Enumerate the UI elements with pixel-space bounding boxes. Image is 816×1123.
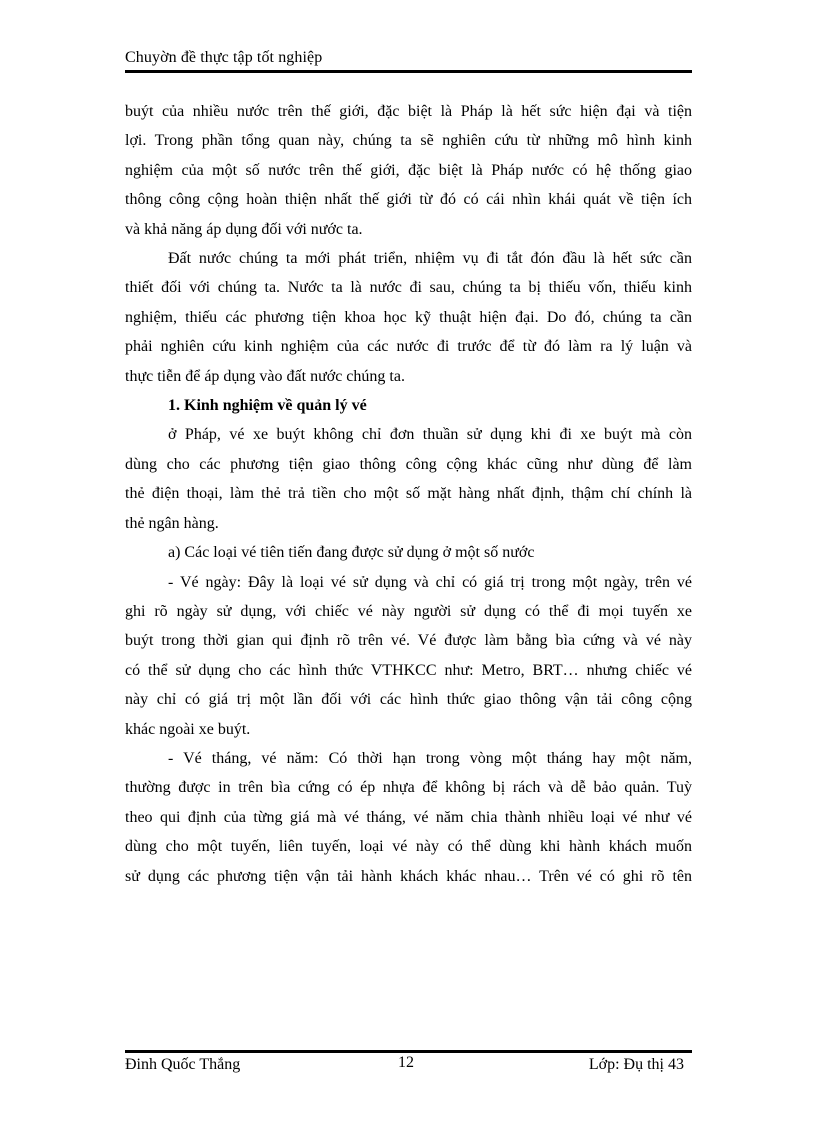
paragraph-5 [125, 568, 692, 597]
paragraph-3-line [125, 450, 692, 479]
paragraph-5-line [125, 656, 692, 685]
text-line: buýt trong thời gian qui định rõ trên vé. Vé được làm bằng bìa cứng và vé này [125, 632, 692, 650]
paragraph-6-line [125, 803, 692, 832]
paragraph-1 [125, 97, 692, 126]
text-line: và khả năng áp dụng đối với nước ta. [125, 220, 363, 238]
text-line: lợi. Trong phần tổng quan này, chúng ta sẽ nghiên cứu từ những mô hình kinh [125, 132, 692, 150]
paragraph-6-line [125, 832, 692, 861]
paragraph-1-line [125, 215, 692, 244]
paragraph-1-line [125, 156, 692, 185]
paragraph-5-line [125, 597, 692, 626]
footer-class: Lớp: Đụ thị 43 [588, 1056, 684, 1073]
paragraph-2-line [125, 273, 692, 302]
heading-text: 1. Kinh nghiệm về quản lý vé [168, 397, 367, 415]
text-line: sử dụng các phương tiện vận tải hành khách khác nhau… Trên vé có ghi rõ tên [125, 867, 692, 885]
text-line: thực tiễn để áp dụng vào đất nước chúng ta. [125, 367, 405, 385]
paragraph-2-line [125, 332, 692, 361]
text-line: a) Các loại vé tiên tiến đang được sử dụng ở một số nước [168, 544, 535, 562]
text-line: theo qui định của từng giá mà vé tháng, vé năm chia thành nhiều loại vé như vé [125, 808, 692, 826]
text-line: ở Pháp, vé xe buýt không chỉ đơn thuần sử dụng khi đi xe buýt mà còn [168, 426, 692, 444]
footer-author: Đinh Quốc Thắng [125, 1056, 241, 1073]
paragraph-2-line [125, 362, 692, 391]
text-line: này chỉ có giá trị một lần đối với các hình thức giao thông vận tải công cộng [125, 691, 692, 709]
paragraph-5-line [125, 715, 692, 744]
text-line: có thể sử dụng cho các hình thức VTHKCC như: Metro, BRT… nhưng chiếc vé [125, 661, 692, 679]
page-header [125, 48, 692, 68]
page-number: 12 [398, 1054, 414, 1071]
text-line: thông công cộng hoàn thiện nhất thế giới từ đó có cái nhìn khái quát về tiện ích [125, 191, 692, 209]
text-line: thiết đối với chúng ta. Nước ta là nước đi sau, chúng ta bị thiếu vốn, thiếu kinh [125, 279, 692, 297]
paragraph-3 [125, 420, 692, 449]
subsection-heading [125, 538, 692, 567]
page-footer [125, 1055, 692, 1077]
text-line: phải nghiên cứu kinh nghiệm của các nước đi trước để từ đó làm ra lý luận và [125, 338, 692, 356]
header-title: Chuyờn đề thực tập tốt nghiệp [125, 49, 323, 66]
section-heading [125, 391, 692, 420]
text-line: - Vé ngày: Đây là loại vé sử dụng và chỉ có giá trị trong một ngày, trên vé [168, 573, 692, 591]
text-line: nghiệm của một số nước trên thế giới, đặc biệt là Pháp nước có hệ thống giao [125, 161, 692, 179]
text-line: buýt của nhiều nước trên thế giới, đặc biệt là Pháp là hết sức hiện đại và tiện [125, 103, 692, 120]
paragraph-3-line [125, 479, 692, 508]
paragraph-6-line [125, 773, 692, 802]
paragraph-3-line [125, 509, 692, 538]
text-line: dùng cho các phương tiện giao thông công cộng khác cũng như dùng để làm [125, 455, 692, 473]
paragraph-6-line [125, 862, 692, 891]
header-rule [125, 70, 692, 73]
text-line: nghiệm, thiếu các phương tiện khoa học kỹ thuật hiện đại. Do đó, chúng ta cần [125, 308, 692, 326]
text-line: thẻ ngân hàng. [125, 514, 219, 532]
paragraph-5-line [125, 685, 692, 714]
paragraph-2-line [125, 303, 692, 332]
text-line: khác ngoài xe buýt. [125, 720, 251, 738]
text-line: thường được in trên bìa cứng có ép nhựa để không bị rách và dễ bảo quản. Tuỳ [125, 779, 692, 797]
text-line: - Vé tháng, vé năm: Có thời hạn trong vòng một tháng hay một năm, [168, 749, 692, 767]
text-line: thẻ điện thoại, làm thẻ trả tiền cho một số mặt hàng nhất định, thậm chí chính là [125, 485, 692, 503]
paragraph-1-line [125, 126, 692, 155]
body-text [125, 97, 692, 891]
paragraph-5-line [125, 626, 692, 655]
text-line: dùng cho một tuyến, liên tuyến, loại vé này có thể dùng khi hành khách muốn [125, 838, 692, 856]
text-line: ghi rõ ngày sử dụng, với chiếc vé này người sử dụng có thể đi mọi tuyến xe [125, 602, 692, 620]
text-line: Đất nước chúng ta mới phát triển, nhiệm vụ đi tắt đón đầu là hết sức cần [168, 250, 692, 268]
paragraph-2 [125, 244, 692, 273]
paragraph-1-line [125, 185, 692, 214]
paragraph-6 [125, 744, 692, 773]
